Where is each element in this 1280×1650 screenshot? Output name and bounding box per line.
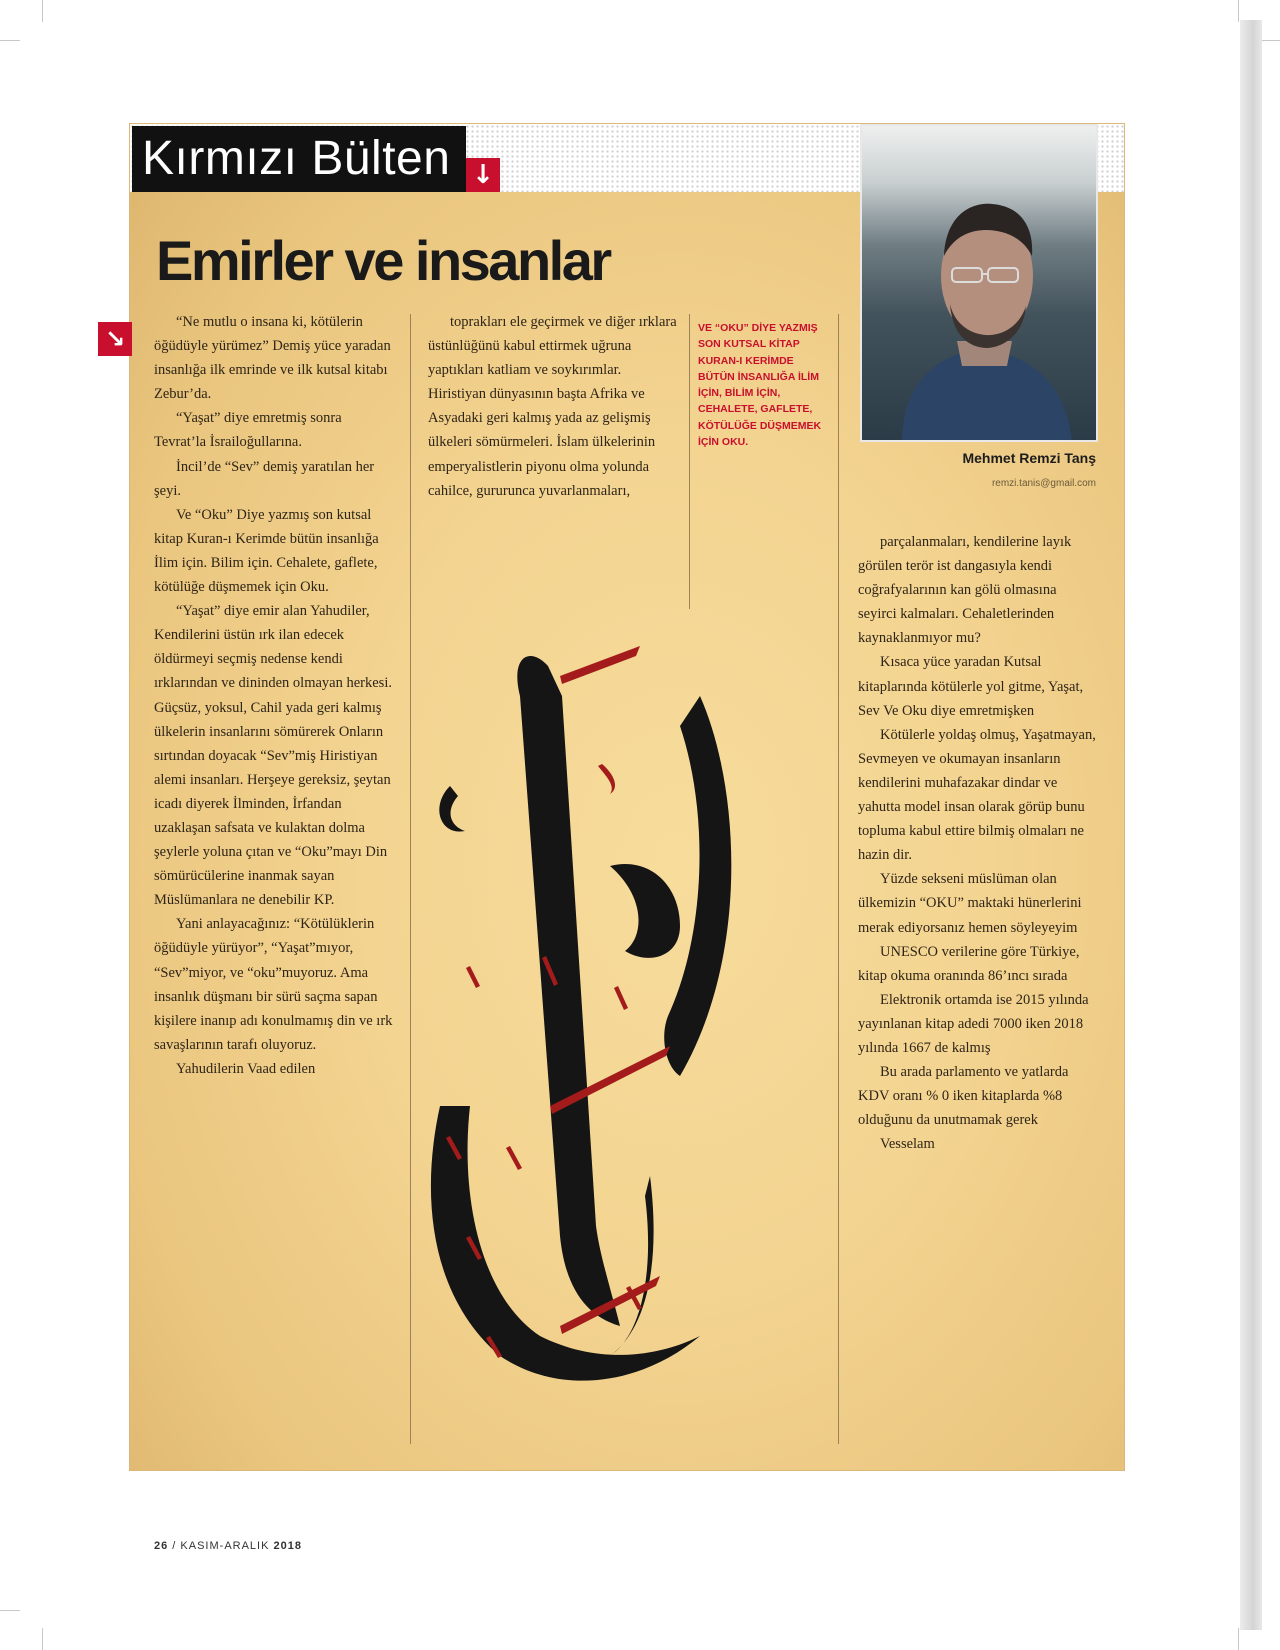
article-column-1 bbox=[154, 310, 394, 1081]
column-rule bbox=[689, 314, 690, 609]
paragraph: “Yaşat” diye emir alan Yahudiler, Kendilerini üstün ırk ilan edecek öldürmeyi seçmiş nedense kendi ırklarından ve dininden olmayan herkesi. Güçsüz, yoksul, Cahil yada geri kalmış ülkelerin insanlarını sömürerek Onların sırtından doyacak “Sev”miş Hiristiyan alemi insanları. Herşeye gereksiz, şeytan icadı diyerek İlminden, İrfandan uzaklaşan safsata ve kulaktan dolma şeylerle yoluna çıtan ve “Oku”mayı Din sömürücülerine inanmak sayan Müslümanlara ne denebilir KP. bbox=[154, 603, 392, 909]
paragraph: Elektronik ortamda ise 2015 yılında yayınlanan kitap adedi 7000 iken 2018 yılında 1667 de kalmış bbox=[858, 991, 1089, 1056]
paragraph: Yani anlayacağınız: “Kötülüklerin öğüdüyle yürüyor”, “Yaşat”mıyor, “Sev”miyor, ve “oku”muyoruz. Ama insanlık düşmanı bir sürü saçma sapan kişilere inanıp adı konulmamış din ve ırk savaşlarının tarafı oluyoruz. bbox=[154, 916, 393, 1053]
paragraph: Ve “Oku” Diye yazmış son kutsal kitap Kuran-ı Kerimde bütün insanlığa İlim için. Bilim için. Cehalete, gaflete, kötülüğe düşmemek için Oku. bbox=[154, 506, 379, 596]
page-number: 26 bbox=[154, 1540, 169, 1552]
paragraph: Yahudilerin Vaad edilen bbox=[176, 1060, 316, 1077]
paragraph: Kısaca yüce yaradan Kutsal kitaplarında kötülerle yol gitme, Yaşat, Sev Ve Oku diye emretmişken bbox=[858, 654, 1084, 719]
paragraph: parçalanmaları, kendilerine layık görülen terör ist dangasıyla kendi coğrafyalarının kan gölü olmasına seyirci kalmaları. Cehaletlerinden kaynaklanmıyor mu? bbox=[858, 534, 1072, 647]
paragraph: UNESCO verilerine göre Türkiye, kitap okuma oranında 86’ıncı sırada bbox=[858, 943, 1080, 984]
pull-quote: VE “OKU” DİYE YAZMIŞ SON KUTSAL KİTAP KURAN-I KERİMDE BÜTÜN İNSANLIĞA İLİM İÇİN, BİLİM İÇİN, CEHALETE, GAFLETE, KÖTÜLÜĞE DÜŞMEMEK İÇİN OKU. bbox=[698, 322, 822, 449]
paragraph: toprakları ele geçirmek ve diğer ırklara üstünlüğünü kabul ettirmek uğruna yaptıkları katliam ve soykırımlar. Hiristiyan dünyasının başta Afrika ve Asyadaki geri kalmış yada az gelişmiş ülkeleri sömürmeleri. İslam ülkelerinin emperyalistlerin piyonu olma yolunda cahilce, gururunca yuvarlanmaları, bbox=[428, 314, 677, 499]
issue-month: KASIM-ARALIK bbox=[180, 1540, 270, 1552]
paragraph: Kötülerle yoldaş olmuş, Yaşatmayan, Sevmeyen ve okumayan insanların kendilerini muhafazakar dindar ve yahutta model insan olarak görüp bunu topluma kabul ettire bilmiş olmaları ne hazin dir. bbox=[858, 726, 1096, 864]
paragraph: Yüzde sekseni müslüman olan ülkemizin “OKU” maktaki hünerlerini merak ediyorsanız hemen söyleyeyim bbox=[858, 871, 1082, 936]
arrow-down-right-icon: ↘ bbox=[98, 322, 132, 356]
section-title: Kırmızı Bülten bbox=[132, 126, 466, 192]
page-footer: 26 / KASIM-ARALIK 2018 bbox=[154, 1540, 302, 1552]
arrow-down-icon: ↓ bbox=[466, 158, 500, 192]
calligraphy-artwork bbox=[410, 636, 750, 1401]
paragraph: Bu arada parlamento ve yatlarda KDV oranı % 0 iken kitaplarda %8 olduğunu da unutmamak gerek bbox=[858, 1064, 1069, 1129]
paragraph: İncil’de “Sev” demiş yaratılan her şeyi. bbox=[154, 458, 375, 499]
paragraph: Vesselam bbox=[880, 1136, 935, 1153]
author-photo bbox=[860, 124, 1098, 442]
article-column-3 bbox=[858, 530, 1098, 1156]
page-edge-shadow bbox=[1240, 20, 1262, 1630]
column-rule bbox=[838, 314, 839, 1444]
article-column-2 bbox=[428, 310, 678, 503]
issue-year: 2018 bbox=[273, 1540, 302, 1552]
headline: Emirler ve insanlar bbox=[156, 229, 610, 292]
author-name: Mehmet Remzi Tanş bbox=[962, 450, 1096, 466]
paragraph: “Yaşat” diye emretmiş sonra Tevrat’la İsrailoğullarına. bbox=[154, 410, 342, 451]
paragraph: “Ne mutlu o insana ki, kötülerin öğüdüyle yürümez” Demiş yüce yaradan insanlığa ilk emrinde ve ilk kutsal kitabı Zebur’da. bbox=[154, 314, 391, 403]
author-email[interactable]: remzi.tanis@gmail.com bbox=[991, 478, 1096, 489]
